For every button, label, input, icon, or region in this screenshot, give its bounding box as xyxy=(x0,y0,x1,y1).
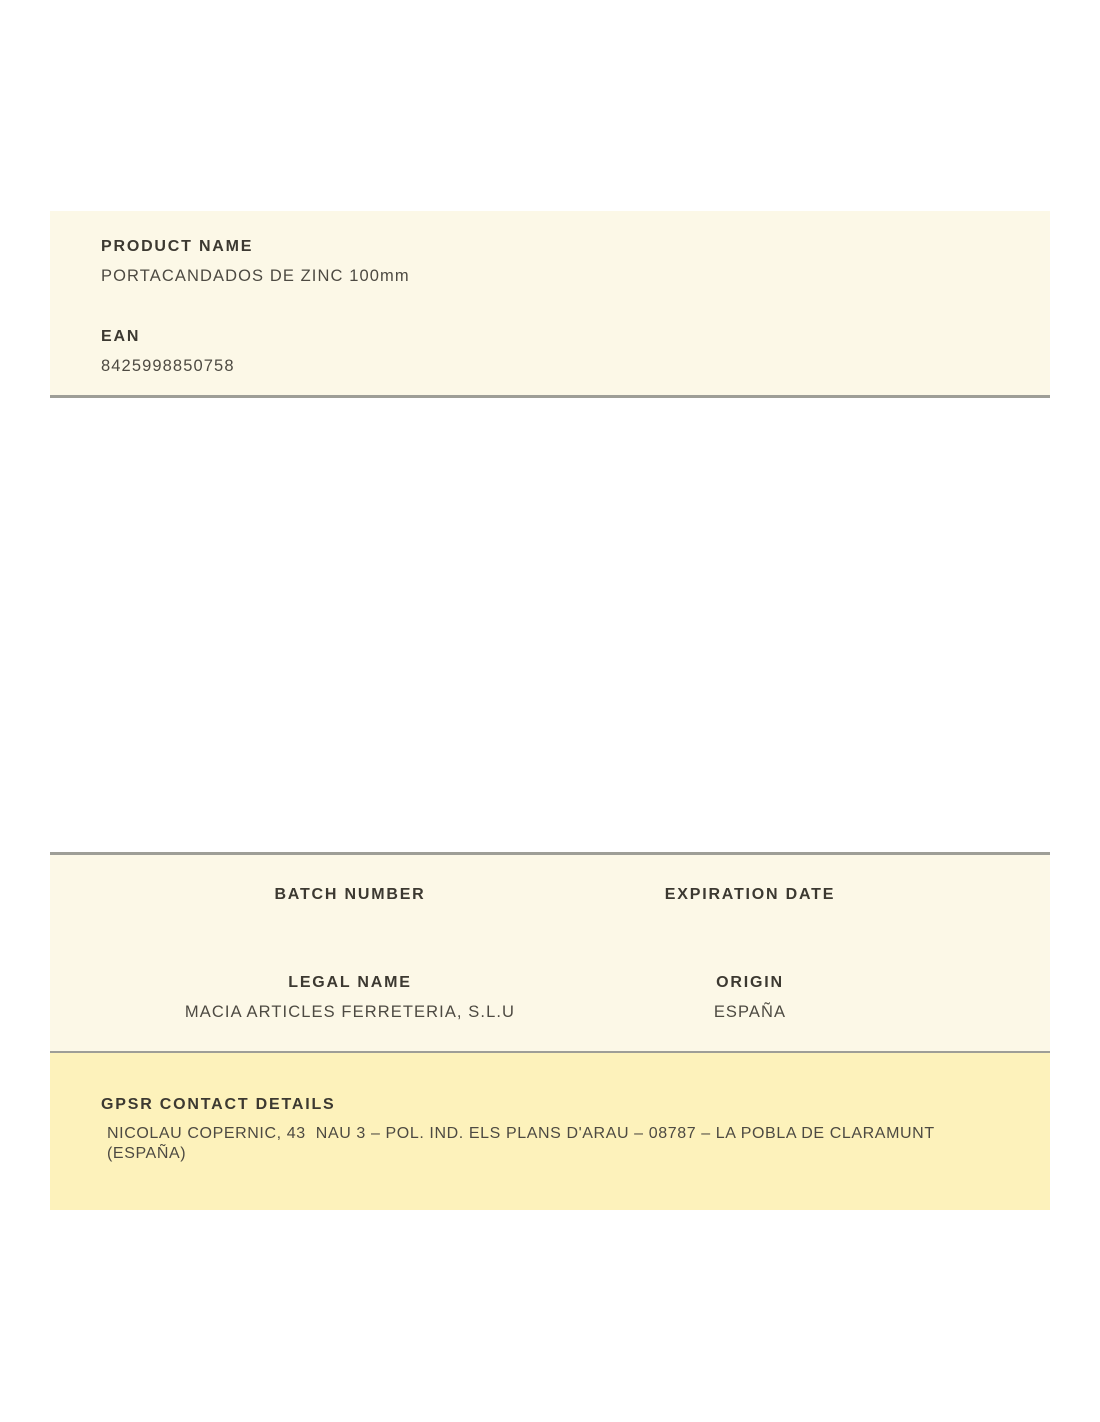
gpsr-section xyxy=(50,1053,1050,1210)
legal-name-value: MACIA ARTICLES FERRETERIA, S.L.U xyxy=(184,1003,516,1021)
product-name-value: PORTACANDADOS DE ZINC 100mm xyxy=(101,267,410,285)
gpsr-contact-address: NICOLAU COPERNIC, 43 NAU 3 – POL. IND. ELS PLANS D'ARAU – 08787 – LA POBLA DE CLARAMUNT (ESPAÑA) xyxy=(107,1125,940,1162)
batch-expiration-row xyxy=(50,885,1050,905)
legal-name-label: LEGAL NAME xyxy=(288,974,412,991)
product-name-label: PRODUCT NAME xyxy=(101,238,254,255)
product-name-field xyxy=(101,237,1000,286)
ean-field xyxy=(101,327,1000,376)
product-info-section xyxy=(50,211,1050,398)
origin-value: ESPAÑA xyxy=(713,1003,787,1021)
ean-value: 8425998850758 xyxy=(101,357,235,375)
batch-number-field xyxy=(150,885,550,905)
origin-field xyxy=(550,973,950,1022)
batch-number-label: BATCH NUMBER xyxy=(274,886,426,903)
legal-name-field xyxy=(150,973,550,1022)
expiration-date-label: EXPIRATION DATE xyxy=(664,886,836,903)
batch-info-section xyxy=(50,852,1050,1054)
gpsr-contact-label: GPSR CONTACT DETAILS xyxy=(101,1096,336,1113)
gpsr-contact-field xyxy=(101,1095,1005,1164)
row-spacer xyxy=(50,905,1050,973)
expiration-date-field xyxy=(550,885,950,905)
legal-origin-row xyxy=(50,973,1050,1022)
ean-label: EAN xyxy=(101,328,141,345)
origin-label: ORIGIN xyxy=(716,974,784,991)
